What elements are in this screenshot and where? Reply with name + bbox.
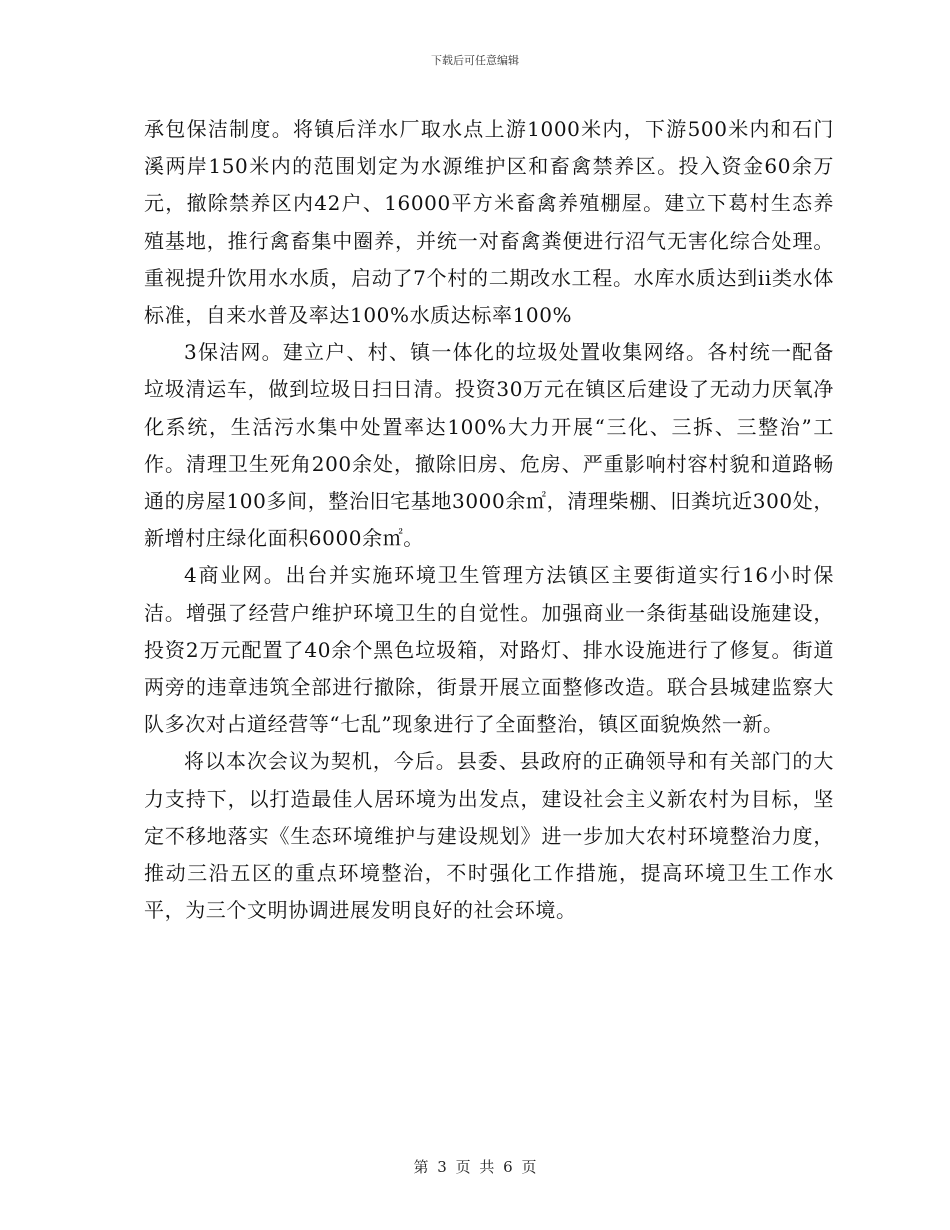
paragraph-commercial-network: 4商业网。出台并实施环境卫生管理方法镇区主要街道实行16小时保洁。增强了经营户维护环境卫生的自觉性。加强商业一条街基础设施建设，投资2万元配置了40余个黑色垃圾箱，对路灯、排水设施进行了修复。街道两旁的违章违筑全部进行撤除，街景开展立面整修改造。联合县城建监察大队多次对占道经营等“七乱”现象进行了全面整治，镇区面貌焕然一新。 [144,563,834,737]
paragraph-cleaning-network: 3保洁网。建立户、村、镇一体化的垃圾处置收集网络。各村统一配备垃圾清运车，做到垃圾日扫日清。投资30万元在镇区后建设了无动力厌氧净化系统，生活污水集中处置率达100%大力开展“三化、三拆、三整治”工作。清理卫生死角200余处，撤除旧房、危房、严重影响村容村貌和道路畅通的房屋100多间，整治旧宅基地3000余㎡，清理柴棚、旧粪坑近300处，新增村庄绿化面积6000余㎡。 [144,340,834,551]
paragraph-water-protection: 承包保洁制度。将镇后洋水厂取水点上游1000米内，下游500米内和石门溪两岸150米内的范围划定为水源维护区和畜禽禁养区。投入资金60余万元，撤除禁养区内42户、16000平方米畜禽养殖棚屋。建立下葛村生态养殖基地，推行禽畜集中圈养，并统一对畜禽粪便进行沼气无害化综合处理。重视提升饮用水水质，启动了7个村的二期改水工程。水库水质达到ii类水体标准，自来水普及率达100%水质达标率100% [144,117,834,328]
page-footer: 第 3 页 共 6 页 [413,1158,537,1176]
paragraph-conclusion: 将以本次会议为契机，今后。县委、县政府的正确领导和有关部门的大力支持下，以打造最佳人居环境为出发点，建设社会主义新农村为目标，坚定不移地落实《生态环境维护与建设规划》进一步加大农村环境整治力度，推动三沿五区的重点环境整治，不时强化工作措施，提高环境卫生工作水平，为三个文明协调进展发明良好的社会环境。 [144,749,834,923]
page-header: 下载后可任意编辑 [431,54,519,67]
document-body [144,111,834,929]
